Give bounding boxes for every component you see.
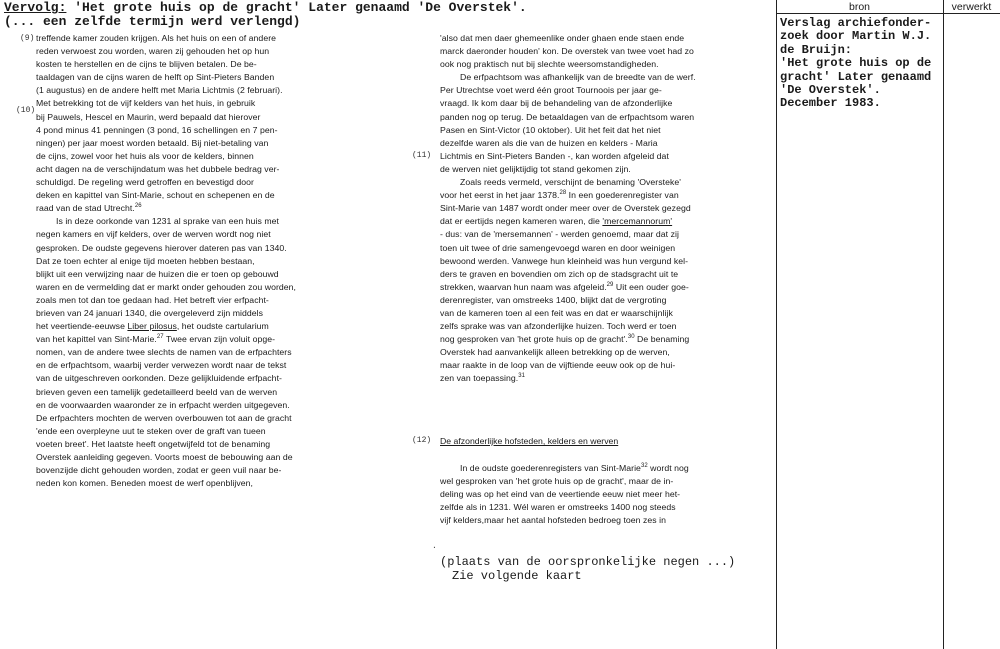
page-header: [4, 0, 774, 15]
margin-note-10: (10): [16, 106, 36, 115]
text-line: Lichtmis en Sint-Pieters Banden -, kan worden afgeleid dat: [440, 150, 669, 161]
text-line: Pasen en Sint-Victor (10 oktober). Uit het feit dat het niet: [440, 124, 661, 135]
text-line: Met betrekking tot de vijf kelders van het huis, in gebruik: [36, 98, 256, 109]
source-line: de Bruijn:: [780, 42, 853, 57]
text-fragment: strekken, waarvan hun naam was afgeleid.: [440, 281, 607, 292]
text-fragment: , het oudste cartularium: [176, 321, 269, 332]
text-line: ningen) per jaar moest worden betaald. Bij niet-betaling van: [36, 137, 269, 148]
margin-note-11: (11): [412, 151, 432, 160]
text-line: 4 pond minus 41 penningen (3 pond, 16 schellingen en 7 pen-: [36, 124, 278, 135]
text-line: zelfs sprake was van afzonderlijke huizen. Toch werd er toen: [440, 321, 677, 332]
text-line: vraagd. Ik kom daar bij de behandeling van de afzonderlijke: [440, 98, 673, 109]
text-line: 'also dat men daer ghemeenlike onder ghaen ende staen ende: [440, 33, 685, 43]
text-line: bij Pauwels, Hescel en Maurin, werd bepaald dat hierover: [36, 111, 261, 122]
text-line: Zoals reeds vermeld, verschijnt de benaming 'Oversteke': [460, 177, 681, 188]
text-line: wel gesproken van 'het grote huis op de gracht', maar de in-: [440, 476, 674, 487]
source-line: gracht' Later genaamd: [780, 69, 932, 84]
text-line: zoals men tot dan toe gedaan had. Het betreft vier erfpacht-: [36, 294, 269, 305]
mercemannorum-term: 'mercemannorum': [602, 216, 673, 227]
text-line: en de voorwaarden waaronder ze in erfpacht werden uitgegeven.: [36, 399, 290, 410]
text-line: taaldagen van de cijns waren de helft op Sint-Pieters Banden: [36, 72, 275, 83]
text-fragment: voor het eerst in het jaar 1378.: [440, 190, 560, 201]
text-fragment: het veertiende-eeuwse: [36, 321, 125, 332]
text-line: Overstek had aanvankelijk alleen betrekking op de werven,: [440, 347, 670, 358]
text-fragment: In de oudste goederenregisters van Sint-Marie: [460, 463, 641, 473]
text-line: De erfpachters mochten de werven overbouwen tot aan de gracht: [36, 412, 292, 423]
header-label: Vervolg:: [4, 0, 67, 15]
text-line: (1 augustus) en de andere helft met Maria Lichtmis (2 februari).: [36, 85, 283, 96]
source-reference: [780, 17, 940, 111]
text-fragment: zen van toepassing.: [440, 373, 519, 384]
text-line: bovenzijde dicht gehouden worden, zodat er geen vuil naar be-: [36, 465, 282, 476]
text-line: panden nog op terug. De betaaldagen van de erfpachtsom waren: [440, 111, 695, 122]
text-line: van de uitgeschreven oorkonden. Deze gelijkluidende erfpacht-: [36, 373, 282, 384]
source-line: zoek door Martin W.J.: [780, 29, 932, 44]
header-title: 'Het grote huis op de gracht' Later genaamd 'De Overstek'.: [66, 0, 527, 15]
text-line: derenregister, van omstreeks 1400, blijkt dat de vergroting: [440, 294, 667, 305]
margin-note-9: (9): [20, 34, 35, 43]
text-line: Per Utrechtse voet werd één groot Tournoois per jaar ge-: [440, 85, 662, 96]
footnote-ref-27: 27: [156, 334, 164, 341]
section-heading: De afzonderlijke hofsteden, kelders en werven: [440, 436, 619, 446]
text-line: [36, 320, 396, 333]
text-line: [36, 333, 396, 346]
text-line: [440, 281, 770, 294]
header-subtitle: (... een zelfde termijn werd verlengd): [4, 14, 301, 29]
text-line: marck daeronder houden' kon. De overstek van twee voet had zo: [440, 46, 694, 57]
text-line: gesproken. De oudste gegevens hierover dateren pas van 1340.: [36, 242, 287, 253]
footnote-ref-30: 30: [627, 334, 635, 341]
text-line: ders te graven en bovendien om zich op de stadsgracht uit te: [440, 268, 679, 279]
left-text-column: [36, 32, 396, 490]
placeholder-note-line2: Zie volgende kaart: [452, 569, 582, 583]
text-line: [36, 202, 396, 215]
text-line: Sint-Marie van 1487 wordt onder meer over de Overstek gezegd: [440, 203, 691, 214]
text-line: [440, 462, 770, 475]
text-line: neden kon komen. Beneden moest de werf openblijven,: [36, 478, 253, 489]
text-line: De erfpachtsom was afhankelijk van de breedte van de werf.: [460, 72, 696, 83]
margin-mark: .: [432, 542, 437, 551]
text-fragment: wordt nog: [647, 463, 689, 473]
section-text: [440, 462, 770, 527]
text-line: voeten breet'. Het laatste heeft ongetwijfeld tot de benaming: [36, 438, 271, 449]
text-line: brieven geven een tamelijk gedetailleerd beeld van de werven: [36, 386, 278, 397]
text-line: toen uit twee of drie samengevoegd waren en door weinigen: [440, 242, 676, 253]
source-line: 'Het grote huis op de: [780, 56, 932, 71]
text-fragment: Twee ervan zijn voluit opge-: [163, 334, 276, 345]
verwerkt-column-header: verwerkt: [951, 1, 992, 13]
text-line: van de kameren toen al een feit was en dat er waarschijnlijk: [440, 307, 673, 318]
text-line: de cijns, zowel voor het huis als voor de kelders, binnen: [36, 150, 254, 161]
text-line: Overstek aanleiding gegeven. Voorts moest de bebouwing aan de: [36, 452, 293, 462]
source-line: December 1983.: [780, 96, 881, 111]
text-line: en de erfpachtsom, waarbij verder verwezen wordt naar de tekst: [36, 360, 287, 371]
text-line: ook nog praktisch nut bij slechte weersomstandigheden.: [440, 59, 659, 70]
text-line: deling was op het eind van de veertiende eeuw niet meer het-: [440, 489, 681, 500]
footnote-ref-28: 28: [559, 190, 567, 197]
verwerkt-column-divider: [943, 0, 944, 649]
text-line: kosten te herstellen en de cijns te blijven betalen. De be-: [36, 59, 257, 70]
middle-text-column: [440, 32, 770, 386]
text-fragment: raad van de stad Utrecht.: [36, 203, 135, 214]
text-line: [440, 189, 770, 202]
footnote-ref-31: 31: [518, 373, 526, 380]
source-line: Verslag archiefonder-: [780, 16, 932, 30]
bron-column-header: bron: [848, 1, 870, 13]
text-line: treffende kamer zouden krijgen. Als het huis on een of andere: [36, 33, 277, 43]
text-line: [440, 215, 770, 228]
text-line: bewoond werden. Vanwege hun kleinheid was hun vergund kel-: [440, 255, 689, 266]
bron-column-divider: [776, 0, 777, 649]
text-line: acht dagen na de verschijndatum was het dubbele bedrag ver-: [36, 163, 280, 174]
text-fragment: In een goederenregister van: [566, 190, 679, 201]
footnote-ref-26: 26: [134, 203, 142, 210]
text-line: nomen, van de andere twee slechts de namen van de erfpachters: [36, 347, 292, 358]
text-line: [440, 372, 770, 385]
text-fragment: dat er eertijds negen kameren waren, die: [440, 216, 600, 227]
margin-note-12: (12): [412, 436, 432, 445]
text-line: reden verwoest zou worden, waren zij gehouden het op hun: [36, 46, 270, 57]
text-line: negen kamers en vijf kelders, over de werven wordt nog niet: [36, 229, 271, 240]
footnote-ref-32: 32: [640, 463, 648, 470]
text-line: 'ende een overpleyne uut te steken over de graft van tueen: [36, 425, 266, 436]
footnote-ref-29: 29: [606, 281, 614, 288]
text-line: schuldigd. De regeling werd getroffen en bevestigd door: [36, 177, 254, 188]
placeholder-note-line1: (plaats van de oorspronkelijke negen ...): [440, 555, 736, 569]
text-line: maar raakte in de loop van de vijftiende eeuw ook op de hui-: [440, 360, 676, 371]
text-fragment: van het kapittel van Sint-Marie.: [36, 334, 157, 345]
text-fragment: De benaming: [634, 334, 690, 345]
text-line: de werven niet gelijktijdig tot stand gekomen zijn.: [440, 163, 631, 174]
source-line: 'De Overstek'.: [780, 83, 881, 98]
liber-pilosus-title: Liber pilosus: [127, 321, 177, 332]
text-line: vijf kelders,maar het aantal hofsteden bedroeg toen zes in: [440, 515, 667, 526]
text-line: waren en de vermelding dat er markt onder gehouden zou worden,: [36, 281, 297, 292]
text-line: deken en kapittel van Sint-Marie, schout en schepenen en de: [36, 190, 275, 201]
column-header-rule: [776, 13, 1000, 14]
text-fragment: Uit een ouder goe-: [613, 281, 689, 292]
text-fragment: nog gesproken van 'het grote huis op de gracht'.: [440, 334, 628, 345]
text-line: brieven van 24 januari 1340, die overgeleverd zijn middels: [36, 307, 263, 318]
text-line: Is in deze oorkonde van 1231 al sprake van een huis met: [56, 216, 279, 227]
text-line: dezelfde waren als die van de huizen en kelders - Maria: [440, 137, 658, 148]
text-line: - dus: van de 'mersemannen' - werden genoemd, maar dat zij: [440, 229, 679, 240]
text-line: [440, 333, 770, 346]
text-line: Dat ze toen echter al enige tijd moeten hebben bestaan,: [36, 255, 255, 266]
text-line: zelfde als in 1231. Wél waren er omstreeks 1400 nog steeds: [440, 502, 676, 513]
text-line: blijkt uit een verwijzing naar de huizen die er toen op gebouwd: [36, 268, 279, 279]
